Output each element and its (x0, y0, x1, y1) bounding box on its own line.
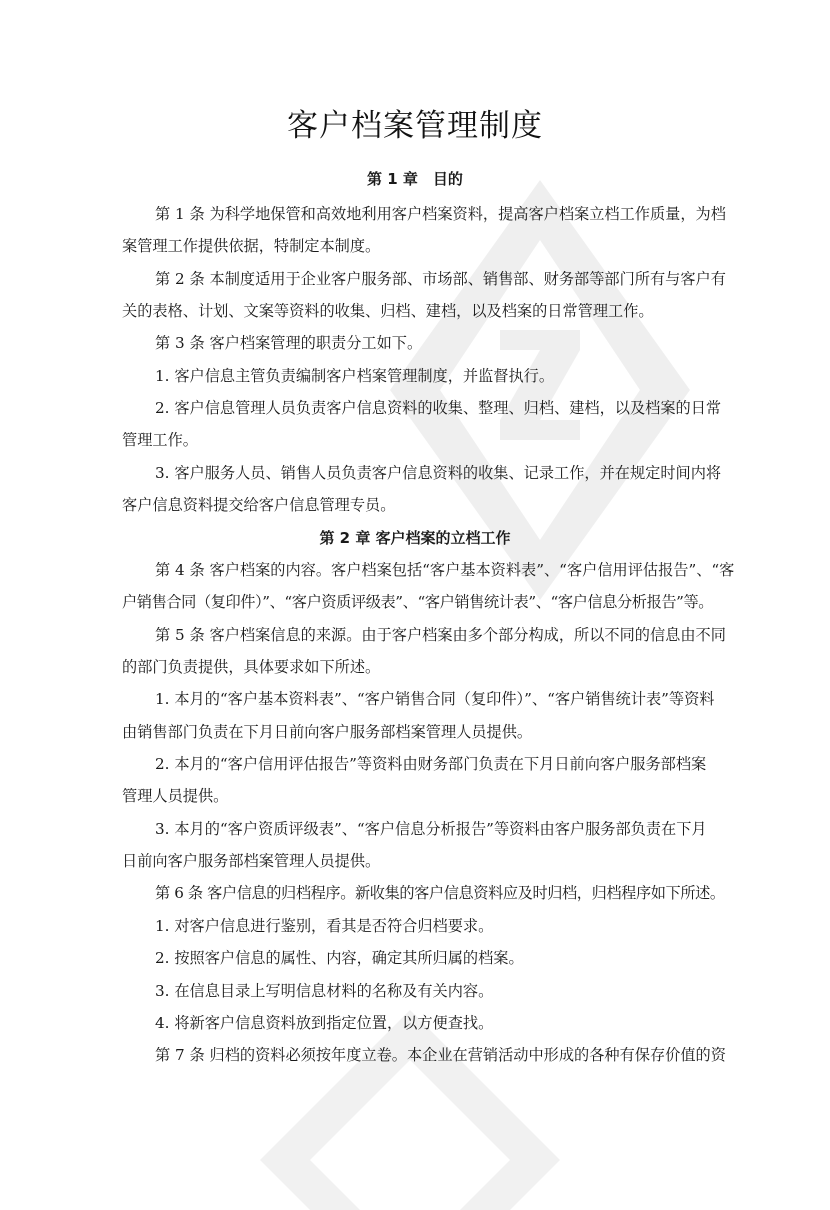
procedure-1: 1. 对客户信息进行鉴别，看其是否符合归档要求。 (155, 917, 494, 935)
article-3-line-1: 第 3 条 客户档案管理的职责分工如下。 (155, 334, 423, 352)
duty-2-line-2: 管理工作。 (122, 431, 198, 449)
document-title: 客户档案管理制度 (287, 108, 543, 144)
article-2-line-2: 关的表格、计划、文案等资料的收集、归档、建档，以及档案的日常管理工作。 (122, 302, 654, 320)
duty-2-line-1: 2. 客户信息管理人员负责客户信息资料的收集、整理、归档、建档，以及档案的日常 (155, 399, 722, 417)
source-1-line-2: 由销售部门负责在下月日前向客户服务部档案管理人员提供。 (122, 723, 533, 741)
watermark-logo-bottom (260, 1010, 560, 1210)
source-2-line-1: 2. 本月的“客户信用评估报告”等资料由财务部门负责在下月日前向客户服务部档案 (155, 755, 707, 773)
duty-3-line-2: 客户信息资料提交给客户信息管理专员。 (122, 496, 396, 514)
chapter-1-heading: 第 1 章 目的 (367, 170, 463, 188)
duty-3-line-1: 3. 客户服务人员、销售人员负责客户信息资料的收集、记录工作，并在规定时间内将 (155, 464, 722, 482)
source-3-line-2: 日前向客户服务部档案管理人员提供。 (122, 852, 381, 870)
article-1-line-2: 案管理工作提供依据，特制定本制度。 (122, 237, 381, 255)
article-1-line-1: 第 1 条 为科学地保管和高效地利用客户档案资料，提高客户档案立档工作质量，为档 (155, 205, 726, 223)
article-7-line-1: 第 7 条 归档的资料必须按年度立卷。本企业在营销活动中形成的各种有保存价值的资 (155, 1046, 726, 1064)
source-1-line-1: 1. 本月的“客户基本资料表”、“客户销售合同（复印件）”、“客户销售统计表”等资料 (155, 690, 715, 708)
source-3-line-1: 3. 本月的“客户资质评级表”、“客户信息分析报告”等资料由客户服务部负责在下月 (155, 820, 707, 838)
procedure-3: 3. 在信息目录上写明信息材料的名称及有关内容。 (155, 982, 494, 1000)
article-2-line-1: 第 2 条 本制度适用于企业客户服务部、市场部、销售部、财务部等部门所有与客户有 (155, 270, 726, 288)
article-6-line-1: 第 6 条 客户信息的归档程序。新收集的客户信息资料应及时归档，归档程序如下所述。 (155, 884, 725, 902)
duty-1: 1. 客户信息主管负责编制客户档案管理制度，并监督执行。 (155, 367, 555, 385)
article-4-line-1: 第 4 条 客户档案的内容。客户档案包括“客户基本资料表”、“客户信用评估报告”、“客 (155, 561, 735, 579)
article-4-line-2: 户销售合同（复印件）”、“客户资质评级表”、“客户销售统计表”、“客户信息分析报告”等。 (122, 593, 714, 611)
procedure-2: 2. 按照客户信息的属性、内容，确定其所归属的档案。 (155, 949, 524, 967)
article-5-line-2: 的部门负责提供，具体要求如下所述。 (122, 658, 381, 676)
source-2-line-2: 管理人员提供。 (122, 787, 229, 805)
procedure-4: 4. 将新客户信息资料放到指定位置，以方便查找。 (155, 1014, 494, 1032)
chapter-2-heading: 第 2 章 客户档案的立档工作 (319, 529, 511, 547)
article-5-line-1: 第 5 条 客户档案信息的来源。由于客户档案由多个部分构成，所以不同的信息由不同 (155, 626, 726, 644)
